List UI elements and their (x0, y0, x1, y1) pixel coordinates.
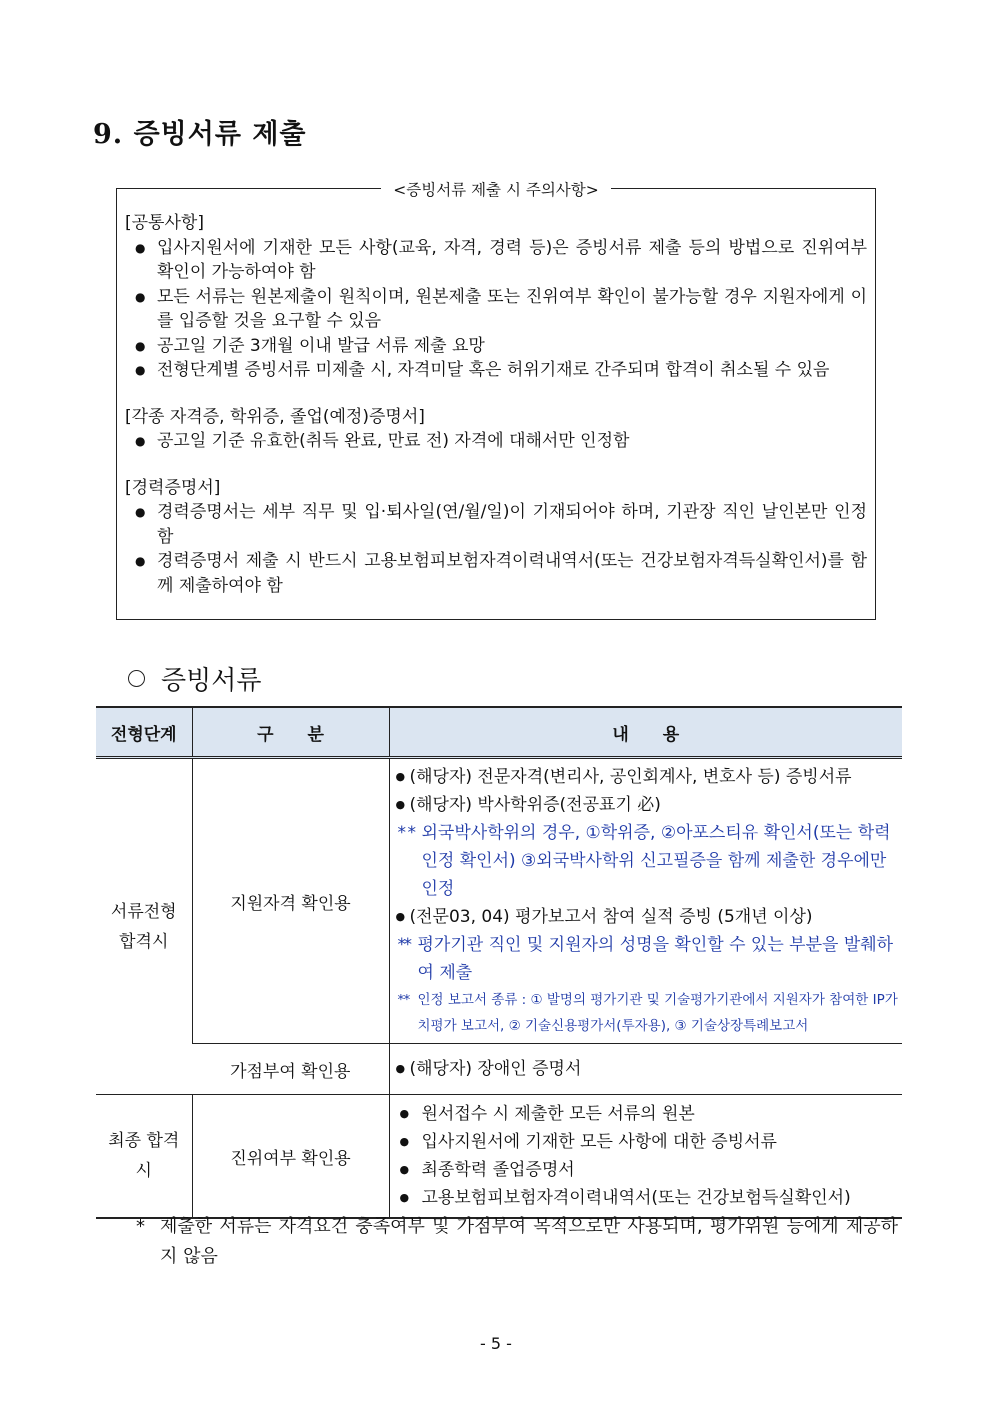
content-note: * * 평가기관 직인 및 지원자의 성명을 확인할 수 있는 부분을 발췌하여 제출 (396, 931, 899, 987)
content-cell (389, 1044, 902, 1095)
notice-list-common (125, 236, 867, 383)
content-note: * * 인정 보고서 종류 : ① 발명의 평가기관 및 기술평가기관에서 지원자가 참여한 IP가치평가 보고서, ② 기술신용평가서(투자용), ③ 기술상장특례보고서 (396, 987, 899, 1039)
content-note: * * 외국박사학위의 경우, ①학위증, ②아포스티유 확인서(또는 학력인정 확인서) ③외국박사학위 신고필증을 함께 제출한 경우에만 인정 (396, 819, 899, 903)
notice-list-certificates (125, 429, 867, 454)
notice-list-career (125, 500, 867, 598)
notice-body (125, 211, 867, 598)
list-item: ● 공고일 기준 유효한(취득 완료, 만료 전) 자격에 대해서만 인정함 (125, 429, 867, 454)
stage-cell: 최종 합격시 (96, 1095, 192, 1219)
content-cell (389, 1095, 902, 1219)
page-number: - 5 - (480, 1334, 512, 1353)
content-line: ● (해당자) 박사학위증(전공표기 必) (396, 791, 899, 819)
subheading: 증빙서류 (128, 660, 261, 697)
table-row (96, 1044, 902, 1095)
section-title: 9. 증빙서류 제출 (93, 119, 307, 150)
notice-box (116, 181, 876, 620)
content-line: ● 원서접수 시 제출한 모든 서류의 원본 (400, 1100, 899, 1128)
category-cell: 지원자격 확인용 (192, 758, 389, 1044)
content-line: ● (해당자) 전문자격(변리사, 공인회계사, 변호사 등) 증빙서류 (396, 763, 899, 791)
header-content: 내 용 (389, 707, 902, 758)
content-line: ● 입사지원서에 기재한 모든 사항에 대한 증빙서류 (400, 1128, 899, 1156)
footnote-text: 제출한 서류는 자격요건 충족여부 및 가점부여 목적으로만 사용되며, 평가위원 등에게 제공하지 않음 (160, 1216, 898, 1267)
table-header-row (96, 707, 902, 758)
footnote (136, 1212, 898, 1272)
footnote-mark: * (136, 1216, 145, 1237)
table-row (96, 1095, 902, 1219)
circle-bullet-icon (128, 670, 145, 687)
stage-cell: 서류전형 합격시 (96, 758, 192, 1095)
header-category: 구 분 (192, 707, 389, 758)
table-row (96, 758, 902, 1044)
content-line: ● (해당자) 장애인 증명서 (396, 1055, 899, 1083)
list-item: ● 경력증명서 제출 시 반드시 고용보험피보험자격이력내역서(또는 건강보험자격득실확인서)를 함께 제출하여야 함 (125, 549, 867, 598)
notice-section-title: [경력증명서] (125, 477, 221, 498)
content-line: ● 최종학력 졸업증명서 (400, 1156, 899, 1184)
documents-table (96, 706, 902, 1219)
content-line: ● 고용보험피보험자격이력내역서(또는 건강보험득실확인서) (400, 1184, 899, 1212)
list-item: ● 입사지원서에 기재한 모든 사항(교육, 자격, 경력 등)은 증빙서류 제출 등의 방법으로 진위여부 확인이 가능하여야 함 (125, 236, 867, 285)
notice-section-title: [각종 자격증, 학위증, 졸업(예정)증명서] (125, 406, 425, 427)
list-item: ● 모든 서류는 원본제출이 원칙이며, 원본제출 또는 진위여부 확인이 불가능할 경우 지원자에게 이를 입증할 것을 요구할 수 있음 (125, 285, 867, 334)
list-item: ● 전형단계별 증빙서류 미제출 시, 자격미달 혹은 허위기재로 간주되며 합격이 취소될 수 있음 (125, 358, 867, 383)
category-cell: 진위여부 확인용 (192, 1095, 389, 1219)
notice-section-title: [공통사항] (125, 213, 204, 233)
header-stage: 전형단계 (96, 707, 192, 758)
category-cell: 가점부여 확인용 (192, 1044, 389, 1095)
list-item: ● 경력증명서는 세부 직무 및 입·퇴사일(연/월/일)이 기재되어야 하며, 기관장 직인 날인본만 인정함 (125, 500, 867, 549)
content-cell (389, 758, 902, 1044)
notice-heading: <증빙서류 제출 시 주의사항> (117, 178, 875, 200)
content-line: ● (전문03, 04) 평가보고서 참여 실적 증빙 (5개년 이상) (396, 903, 899, 931)
list-item: ● 공고일 기준 3개월 이내 발급 서류 제출 요망 (125, 334, 867, 359)
